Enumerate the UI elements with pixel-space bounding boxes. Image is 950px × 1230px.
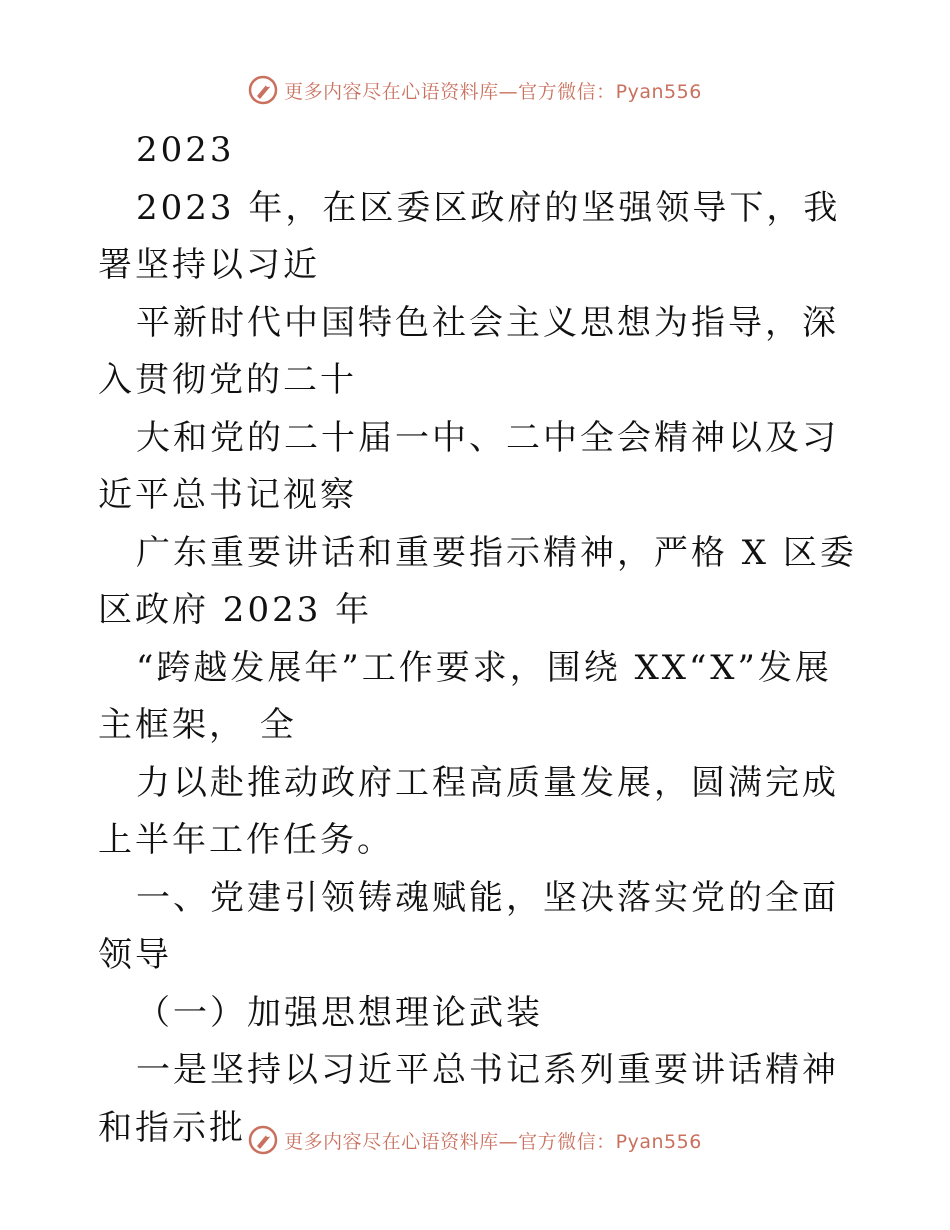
- paragraph-1: 2023: [136, 130, 235, 170]
- paragraph-5: 广东重要讲话和重要指示精神，严格 X 区委区政府 2023 年: [98, 532, 857, 630]
- paragraph-2: 2023 年，在区委区政府的坚强领导下，我署坚持以习近: [98, 187, 841, 285]
- paragraph-4: 大和党的二十届一中、二中全会精神以及习近平总书记视察: [98, 417, 839, 515]
- header-text: 更多内容尽在心语资料库—官方微信：Pyan556: [284, 80, 702, 103]
- section-heading-1: 一、党建引领铸魂赋能，坚决落实党的全面领导: [98, 877, 839, 975]
- pen-nib-seal-icon: [248, 75, 278, 105]
- paragraph-3: 平新时代中国特色社会主义思想为指导，深入贯彻党的二十: [98, 302, 839, 400]
- footer-text: 更多内容尽在心语资料库—官方微信：Pyan556: [284, 1130, 702, 1153]
- paragraph-7: 力以赴推动政府工程高质量发展，圆满完成上半年工作任务。: [98, 762, 839, 860]
- header-watermark: [0, 70, 950, 110]
- paragraph-10: 一是坚持以习近平总书记系列重要讲话精神和指示批: [98, 1050, 839, 1148]
- subsection-heading-1: （一）加强思想理论武装: [136, 992, 543, 1033]
- pen-nib-seal-icon: [248, 1125, 278, 1155]
- document-body: [98, 122, 858, 1157]
- paragraph-6: “跨越发展年”工作要求，围绕 XX“X”发展主框架， 全: [98, 647, 832, 745]
- footer-watermark: [0, 1120, 950, 1160]
